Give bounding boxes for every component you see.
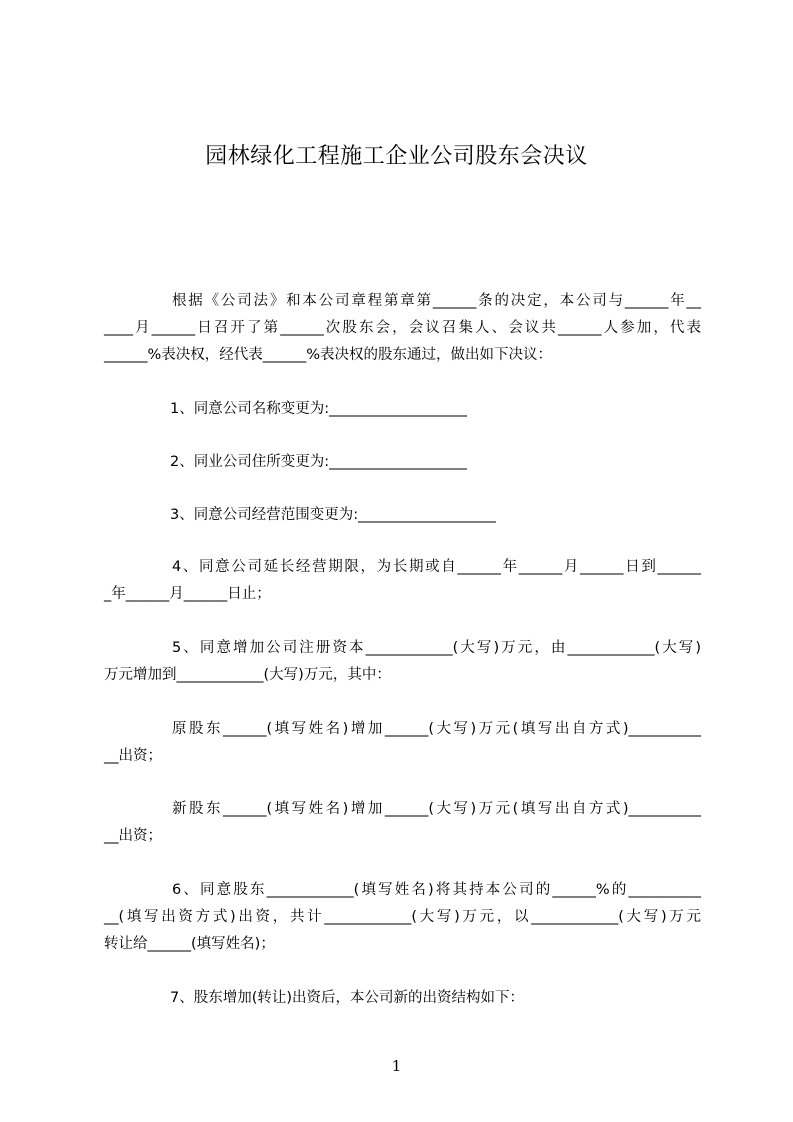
intro-line-1: 根据《公司法》和本公司章程第章第______条的决定，本公司与______年__: [172, 293, 701, 309]
page-number: 1: [391, 1057, 402, 1075]
resolution-item-7: 7、股东增加(转让)出资后，本公司新的出资结构如下：: [170, 990, 525, 1006]
new-shareholder-line-1: 新股东______(填写姓名)增加______(大写)万元(填写出自方式)__________: [172, 801, 701, 817]
resolution-item-1: 1、同意公司名称变更为:___________________: [170, 401, 467, 417]
resolution-item-4-line-1: 4、同意公司延长经营期限，为长期或自______年______月______日到______: [172, 559, 701, 575]
resolution-item-2: 2、同业公司住所变更为:___________________: [170, 454, 467, 470]
resolution-item-6-line-2: __(填写出资方式)出资，共计____________(大写)万元，以____________(大写)万元: [104, 909, 701, 925]
resolution-item-5-line-1: 5、同意增加公司注册资本____________(大写)万元，由____________(大写): [172, 640, 701, 656]
document-title: 园林绿化工程施工企业公司股东会决议: [205, 144, 588, 169]
resolution-item-4-line-2: _年______月______日止；: [104, 586, 271, 602]
resolution-item-6-line-1: 6、同意股东____________(填写姓名)将其持本公司的______%的__________: [172, 882, 701, 898]
resolution-item-6-line-3: 转让给______(填写姓名)；: [104, 936, 275, 952]
old-shareholder-line-2: __出资；: [104, 748, 162, 764]
intro-line-2: ____月______日召开了第______次股东会，会议召集人、会议共______人参加，代表: [104, 320, 701, 336]
intro-line-3: ______%表决权，经代表______%表决权的股东通过，做出如下决议：: [104, 347, 553, 363]
new-shareholder-line-2: __出资；: [104, 828, 162, 844]
old-shareholder-line-1: 原股东______(填写姓名)增加______(大写)万元(填写出自方式)__________: [172, 721, 701, 737]
resolution-item-3: 3、同意公司经营范围变更为:___________________: [170, 507, 496, 523]
resolution-item-5-line-2: 万元增加到____________(大写)万元，其中：: [104, 667, 391, 683]
